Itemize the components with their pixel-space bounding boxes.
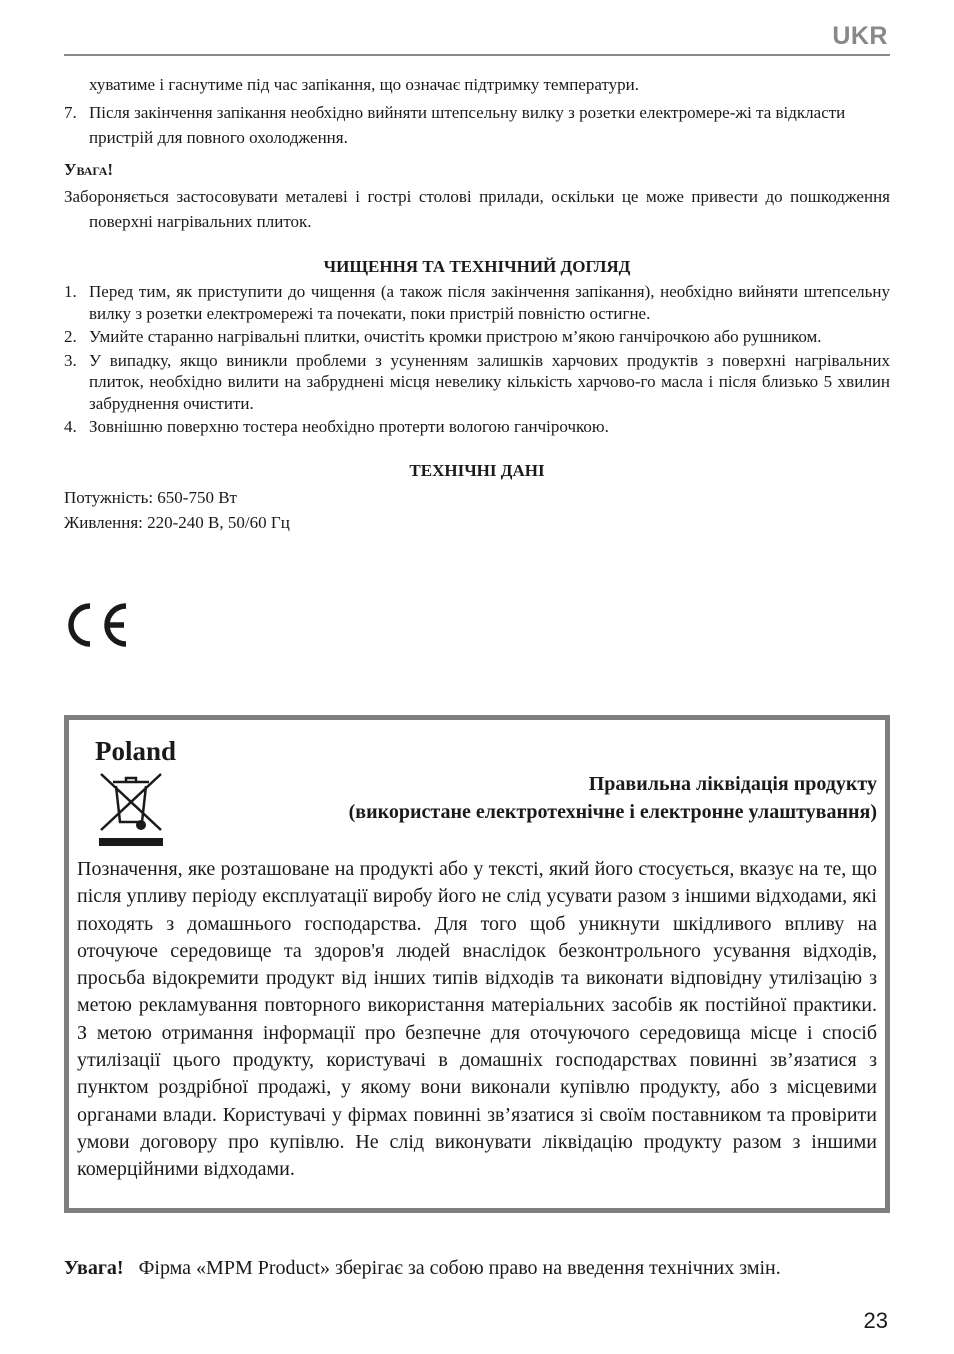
footer-warning-label: Увага!	[64, 1257, 124, 1279]
list-item	[64, 326, 890, 348]
cleaning-section-heading: ЧИЩЕННЯ ТА ТЕХНІЧНИЙ ДОГЛЯД	[323, 257, 631, 276]
list-item-text: Після закінчення запікання необхідно вийняти штепсельну вилку з розетки електромере-жі та відкласти пристрій для повного охолодження.	[89, 103, 846, 147]
spec-power: Потужність: 650-750 Вт	[64, 487, 237, 507]
list-item	[64, 281, 890, 324]
list-item-7	[64, 100, 890, 150]
list-item-text: Перед тим, як приступити до чищення (а також після закінчення запікання), необхідно вийняти штепсельну вилку з розетки електромережі та почекати, поки пристрій повністю остигне.	[89, 282, 890, 323]
disposal-title-line1: Правильна ліквідація продукту	[588, 773, 877, 795]
footer-note-text: Фірма «MPM Product» зберігає за собою право на введення технічних змін.	[138, 1257, 781, 1279]
ce-mark-icon	[64, 602, 130, 648]
list-item-number: 4.	[64, 417, 77, 436]
footer-note	[64, 1257, 781, 1280]
header-divider	[64, 54, 890, 56]
crossed-out-wheelie-bin-icon	[99, 770, 163, 846]
disposal-title	[349, 770, 877, 826]
list-item	[64, 416, 890, 438]
list-item-number: 3.	[64, 350, 77, 370]
page-number: 23	[863, 1308, 888, 1333]
list-item-number: 1.	[64, 282, 77, 301]
continued-item-text: хуватиме і гаснутиме під час запікання, що означає підтримку температури.	[89, 75, 640, 94]
disposal-info-box	[64, 715, 890, 1213]
list-item-text: Зовнішню поверхню тостера необхідно протерти вологою ганчірочкою.	[89, 417, 609, 436]
country-label: Poland	[95, 736, 177, 766]
list-item-text: Умийте старанно нагрівальні плитки, очистіть кромки пристрою м’якою ганчірочкою або рушником.	[89, 327, 822, 346]
spec-supply: Живлення: 220-240 В, 50/60 Гц	[64, 512, 290, 532]
disposal-text: Позначення, яке розташоване на продукті або у тексті, який його стосується, вказує на те, що після упливу періоду експлуатації виробу його не слід усувати разом з іншими відходами, які походять з домашнього господарства. Для того щоб уникнути шкідливого впливу на оточуюче середовище та здоров'я людей внаслідок безконтрольного усування відходів, просьба відокремити продукт від інших типів відходів та виконати відповідну утилізацію з метою рекламування повторного використання матеріальних засобів як постійної практики. З метою отримання інформації про безпечне для оточуючого середовища місце і спосіб утилізації цього продукту, користувачі в домашніх господарствах повинні зв’язатися з пунктом роздрібної продажі, у якому вони виконали купівлю продукту, або з місцевими органами влади. Користувачі у фірмах повинні зв’язатися зі своїм поставником та провірити умови договору про купівлю. Не слід виконувати ліквідацію продукту разом з іншими комерційними відходами.	[77, 858, 877, 1181]
list-item-number: 2.	[64, 327, 77, 346]
list-item-text: У випадку, якщо виникли проблеми з усуненням залишків харчових продуктів з поверхні нагрівальних плиток, необхідно вилити на забруднені місця невелику кількість харчово-го масла і після близько 5 хвилин забруднення очистити.	[89, 350, 890, 413]
disposal-title-line2: (використане електротехнічне і електронне улаштування)	[348, 801, 877, 823]
specs-section-heading: ТЕХНІЧНІ ДАНІ	[409, 460, 545, 480]
main-content	[64, 74, 890, 535]
list-item	[64, 350, 890, 415]
warning-text: Забороняється застосовувати металеві і гострі столові прилади, оскільки це може привести до пошкодження поверхні нагрівальних плиток.	[64, 187, 890, 231]
language-code: UKR	[832, 22, 888, 50]
list-item-number: 7.	[64, 103, 77, 122]
warning-heading: Увага!	[64, 160, 114, 179]
cleaning-list	[64, 281, 890, 438]
